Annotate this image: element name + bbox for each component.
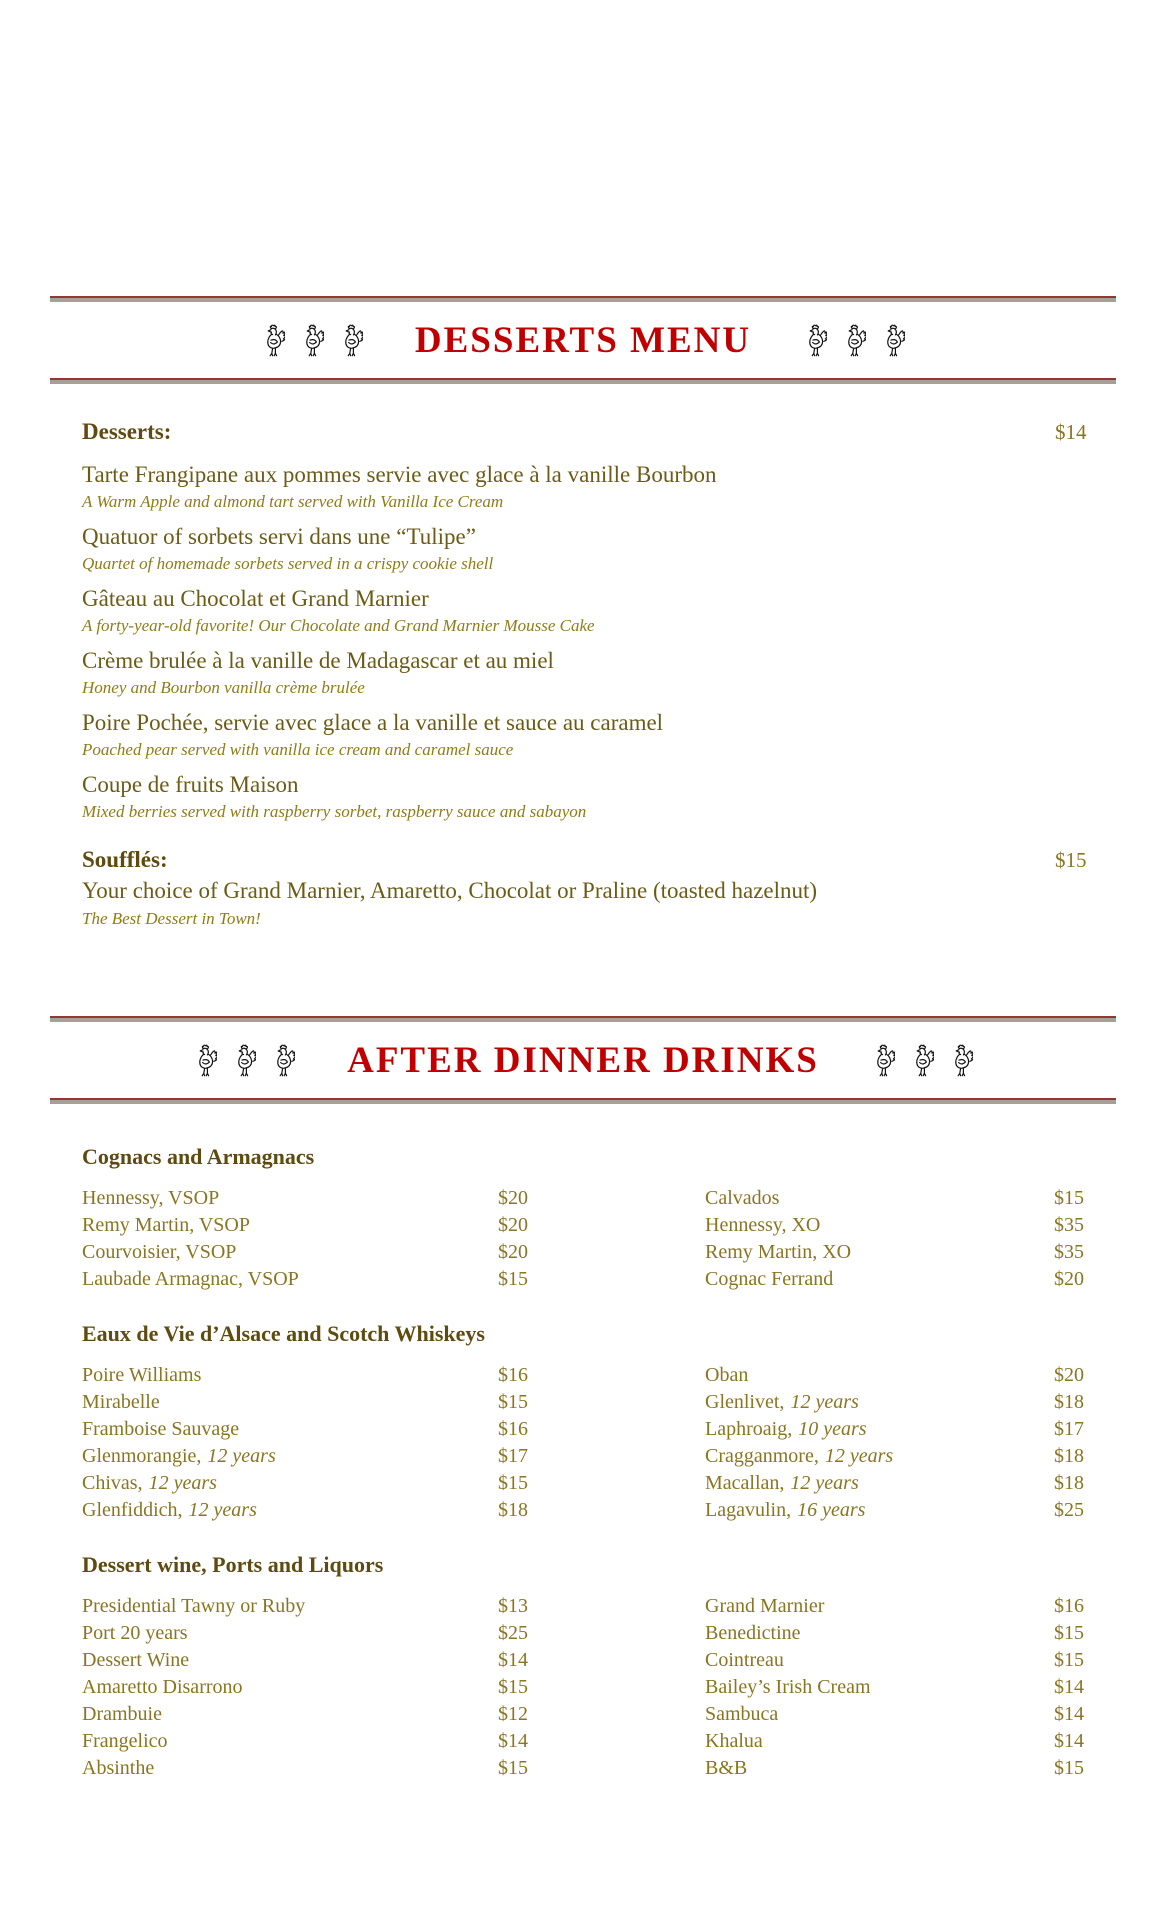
drink-price: $15 (1054, 1757, 1084, 1779)
drink-group-header: Cognacs and Armagnacs (82, 1144, 315, 1169)
drink-name: B&B (705, 1757, 748, 1779)
dessert-item-description: Poached pear served with vanilla ice cream and caramel sauce (82, 740, 514, 759)
rooster-icon (300, 323, 324, 358)
drink-column-left (82, 1185, 705, 1293)
dessert-item-name: Crème brulée à la vanille de Madagascar et au miel (82, 648, 554, 673)
drink-row (705, 1239, 1084, 1266)
drink-price: $18 (1054, 1472, 1084, 1494)
drink-group-eaux-de-vie (82, 1319, 1084, 1524)
drink-price: $18 (1054, 1445, 1084, 1467)
drink-row (705, 1701, 1084, 1728)
drink-name: Lagavulin, 16 years (705, 1499, 866, 1521)
dessert-item (82, 708, 1084, 761)
rooster-icons-right (871, 1043, 973, 1078)
drink-name: Port 20 years (82, 1622, 188, 1644)
souffles-tagline: The Best Dessert in Town! (82, 909, 261, 928)
after-dinner-band (50, 1016, 1116, 1104)
drink-price: $13 (498, 1595, 528, 1617)
drink-row (82, 1389, 705, 1416)
drink-name: Glenfiddich, 12 years (82, 1499, 257, 1521)
drink-name: Sambuca (705, 1703, 779, 1725)
drink-price: $20 (1054, 1268, 1084, 1290)
drink-row (705, 1389, 1084, 1416)
dessert-item-description: Quartet of homemade sorbets served in a crispy cookie shell (82, 554, 494, 573)
drink-name: Mirabelle (82, 1391, 160, 1413)
drink-price: $16 (1054, 1595, 1084, 1617)
drink-price: $20 (498, 1241, 528, 1263)
drink-row (82, 1185, 705, 1212)
drink-row (82, 1755, 705, 1782)
drink-name: Drambuie (82, 1703, 162, 1725)
desserts-header-price: $14 (1055, 420, 1087, 444)
drink-name: Cointreau (705, 1649, 784, 1671)
drink-group-dessert-wine (82, 1550, 1084, 1782)
drink-price: $16 (498, 1418, 528, 1440)
drink-price: $25 (498, 1622, 528, 1644)
desserts-band (50, 296, 1116, 384)
rooster-icons-right (803, 323, 905, 358)
drink-row (705, 1212, 1084, 1239)
drink-group-header: Dessert wine, Ports and Liquors (82, 1552, 384, 1577)
dessert-item (82, 646, 1084, 699)
drink-name: Frangelico (82, 1730, 168, 1752)
drink-group-cognacs (82, 1142, 1084, 1293)
drink-price: $20 (498, 1214, 528, 1236)
drink-price: $15 (498, 1676, 528, 1698)
drink-row (82, 1212, 705, 1239)
drink-price: $18 (498, 1499, 528, 1521)
drink-column-right (705, 1593, 1084, 1782)
dessert-item-name: Tarte Frangipane aux pommes servie avec glace à la vanille Bourbon (82, 462, 717, 487)
rooster-icon (881, 323, 905, 358)
drink-name: Cragganmore, 12 years (705, 1445, 894, 1467)
drink-price: $14 (1054, 1703, 1084, 1725)
drink-name: Hennessy, VSOP (82, 1187, 220, 1209)
rooster-icon (949, 1043, 973, 1078)
drink-name: Remy Martin, VSOP (82, 1214, 250, 1236)
dessert-item (82, 770, 1084, 823)
drink-row (82, 1470, 705, 1497)
dessert-item-description: A Warm Apple and almond tart served with Vanilla Ice Cream (82, 492, 504, 511)
dessert-item-description: Honey and Bourbon vanilla crème brulée (82, 678, 365, 697)
rooster-icons-left (193, 1043, 295, 1078)
drink-name: Dessert Wine (82, 1649, 190, 1671)
drink-price: $15 (1054, 1187, 1084, 1209)
drink-name: Remy Martin, XO (705, 1241, 852, 1263)
drink-name: Chivas, 12 years (82, 1472, 217, 1494)
drink-row (82, 1416, 705, 1443)
drink-name: Glenlivet, 12 years (705, 1391, 859, 1413)
souffles-header-price: $15 (1055, 848, 1087, 872)
desserts-header-label: Desserts: (82, 419, 172, 444)
rooster-icons-left (261, 323, 363, 358)
drink-price: $15 (1054, 1649, 1084, 1671)
drink-price: $18 (1054, 1391, 1084, 1413)
drink-name: Laubade Armagnac, VSOP (82, 1268, 299, 1290)
drink-columns (82, 1185, 1084, 1293)
drink-row (705, 1266, 1084, 1293)
after-dinner-title: AFTER DINNER DRINKS (347, 1039, 819, 1081)
drink-price: $12 (498, 1703, 528, 1725)
drink-row (705, 1755, 1084, 1782)
drink-price: $15 (1054, 1622, 1084, 1644)
drink-column-left (82, 1362, 705, 1524)
drink-row (705, 1416, 1084, 1443)
dessert-item-list (82, 460, 1084, 823)
drink-row (82, 1266, 705, 1293)
drink-columns (82, 1362, 1084, 1524)
drink-row (82, 1647, 705, 1674)
souffles-choices: Your choice of Grand Marnier, Amaretto, Chocolat or Praline (toasted hazelnut) (82, 878, 818, 903)
horizontal-rule-bottom (50, 1098, 1116, 1104)
rooster-icon (193, 1043, 217, 1078)
dessert-item (82, 584, 1084, 637)
drink-price: $17 (498, 1445, 528, 1467)
drink-column-left (82, 1593, 705, 1782)
drink-row (82, 1239, 705, 1266)
drink-price: $35 (1054, 1214, 1084, 1236)
drink-price: $15 (498, 1268, 528, 1290)
drink-name: Cognac Ferrand (705, 1268, 834, 1290)
drink-price: $25 (1054, 1499, 1084, 1521)
drink-group-header: Eaux de Vie d’Alsace and Scotch Whiskeys (82, 1321, 485, 1346)
drink-name: Absinthe (82, 1757, 155, 1779)
drink-row (82, 1443, 705, 1470)
souffles-header-label: Soufflés: (82, 847, 168, 872)
drink-price: $20 (1054, 1364, 1084, 1386)
drink-row (705, 1674, 1084, 1701)
drink-row (82, 1674, 705, 1701)
drink-name: Calvados (705, 1187, 780, 1209)
drink-columns (82, 1593, 1084, 1782)
drink-row (82, 1497, 705, 1524)
drink-row (705, 1620, 1084, 1647)
drink-row (705, 1185, 1084, 1212)
drink-name: Glenmorangie, 12 years (82, 1445, 276, 1467)
rooster-icon (842, 323, 866, 358)
rooster-icon (271, 1043, 295, 1078)
drink-price: $14 (1054, 1730, 1084, 1752)
drink-name: Hennessy, XO (705, 1214, 821, 1236)
drink-row (82, 1701, 705, 1728)
rooster-icon (339, 323, 363, 358)
drink-row (705, 1497, 1084, 1524)
drink-column-right (705, 1185, 1084, 1293)
drink-column-right (705, 1362, 1084, 1524)
desserts-header-row (82, 417, 1087, 447)
desserts-section (82, 417, 1087, 930)
dessert-item (82, 522, 1084, 575)
drink-row (705, 1728, 1084, 1755)
drink-price: $16 (498, 1364, 528, 1386)
drink-name: Laphroaig, 10 years (705, 1418, 867, 1440)
desserts-menu-title: DESSERTS MENU (414, 319, 752, 361)
rooster-icon (261, 323, 285, 358)
rooster-icon (871, 1043, 895, 1078)
dessert-item-name: Gâteau au Chocolat et Grand Marnier (82, 586, 429, 611)
drink-price: $20 (498, 1187, 528, 1209)
rooster-icon (803, 323, 827, 358)
drink-name: Khalua (705, 1730, 763, 1752)
dessert-item-name: Quatuor of sorbets servi dans une “Tulipe” (82, 524, 476, 549)
drink-row (82, 1593, 705, 1620)
desserts-band-inner (50, 302, 1116, 378)
drink-price: $15 (498, 1391, 528, 1413)
drink-name: Poire Williams (82, 1364, 202, 1386)
drink-row (705, 1593, 1084, 1620)
drink-row (82, 1728, 705, 1755)
drink-name: Grand Marnier (705, 1595, 825, 1617)
dessert-item-description: A forty-year-old favorite! Our Chocolate and Grand Marnier Mousse Cake (82, 616, 595, 635)
souffles-header-row (82, 845, 1087, 875)
rooster-icon (232, 1043, 256, 1078)
drink-row (705, 1362, 1084, 1389)
drink-row (82, 1362, 705, 1389)
drink-price: $35 (1054, 1241, 1084, 1263)
drink-price: $14 (1054, 1676, 1084, 1698)
drink-name: Framboise Sauvage (82, 1418, 240, 1440)
dessert-item (82, 460, 1084, 513)
drink-name: Macallan, 12 years (705, 1472, 859, 1494)
drink-name: Bailey’s Irish Cream (705, 1676, 871, 1698)
drink-name: Presidential Tawny or Ruby (82, 1595, 306, 1617)
drink-name: Oban (705, 1364, 749, 1386)
after-dinner-section (82, 1142, 1084, 1782)
drink-row (705, 1647, 1084, 1674)
drink-price: $15 (498, 1757, 528, 1779)
after-dinner-band-inner (50, 1022, 1116, 1098)
dessert-item-description: Mixed berries served with raspberry sorbet, raspberry sauce and sabayon (82, 802, 587, 821)
drink-price: $17 (1054, 1418, 1084, 1440)
drink-name: Amaretto Disarrono (82, 1676, 243, 1698)
rooster-icon (910, 1043, 934, 1078)
dessert-item-name: Poire Pochée, servie avec glace a la vanille et sauce au caramel (82, 710, 664, 735)
drink-name: Courvoisier, VSOP (82, 1241, 237, 1263)
drink-row (705, 1470, 1084, 1497)
drink-name: Benedictine (705, 1622, 801, 1644)
drink-price: $14 (498, 1730, 528, 1752)
horizontal-rule-bottom (50, 378, 1116, 384)
drink-price: $15 (498, 1472, 528, 1494)
drink-price: $14 (498, 1649, 528, 1671)
drink-row (705, 1443, 1084, 1470)
drink-row (82, 1620, 705, 1647)
dessert-item-name: Coupe de fruits Maison (82, 772, 299, 797)
